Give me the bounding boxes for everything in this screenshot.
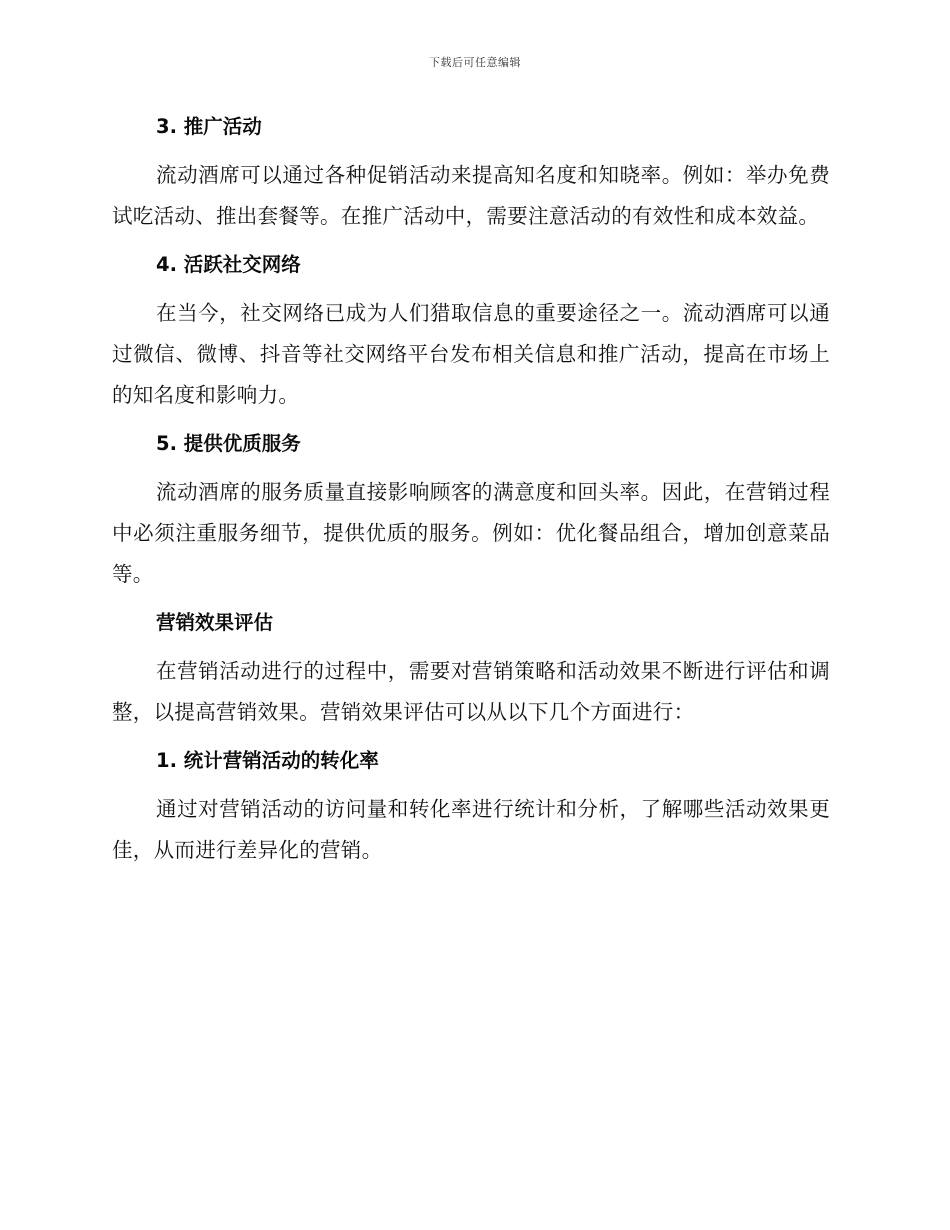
document-body [112, 108, 830, 880]
section-paragraph-social-network: 在当今，社交网络已成为人们猎取信息的重要途径之一。流动酒席可以通过微信、微博、抖音等社交网络平台发布相关信息和推广活动，提高在市场上的知名度和影响力。 [112, 301, 830, 407]
section-heading-conversion-rate: 1. 统计营销活动的转化率 [156, 749, 379, 772]
section-heading-social-network: 4. 活跃社交网络 [156, 253, 301, 276]
header-note: 下载后可任意编辑 [429, 56, 521, 69]
section-paragraph-conversion-rate: 通过对营销活动的访问量和转化率进行统计和分析，了解哪些活动效果更佳，从而进行差异化的营销。 [112, 797, 830, 862]
section-paragraph-effect-evaluation: 在营销活动进行的过程中，需要对营销策略和活动效果不断进行评估和调整，以提高营销效果。营销效果评估可以从以下几个方面进行： [112, 659, 830, 724]
section-paragraph-promotion: 流动酒席可以通过各种促销活动来提高知名度和知晓率。例如：举办免费试吃活动、推出套餐等。在推广活动中，需要注意活动的有效性和成本效益。 [112, 163, 830, 228]
section-paragraph-quality-service: 流动酒席的服务质量直接影响顾客的满意度和回头率。因此，在营销过程中必须注重服务细节，提供优质的服务。例如：优化餐品组合，增加创意菜品等。 [112, 480, 830, 586]
section-heading-quality-service: 5. 提供优质服务 [156, 432, 301, 455]
section-heading-promotion: 3. 推广活动 [156, 115, 262, 138]
section-heading-effect-evaluation: 营销效果评估 [156, 611, 274, 634]
